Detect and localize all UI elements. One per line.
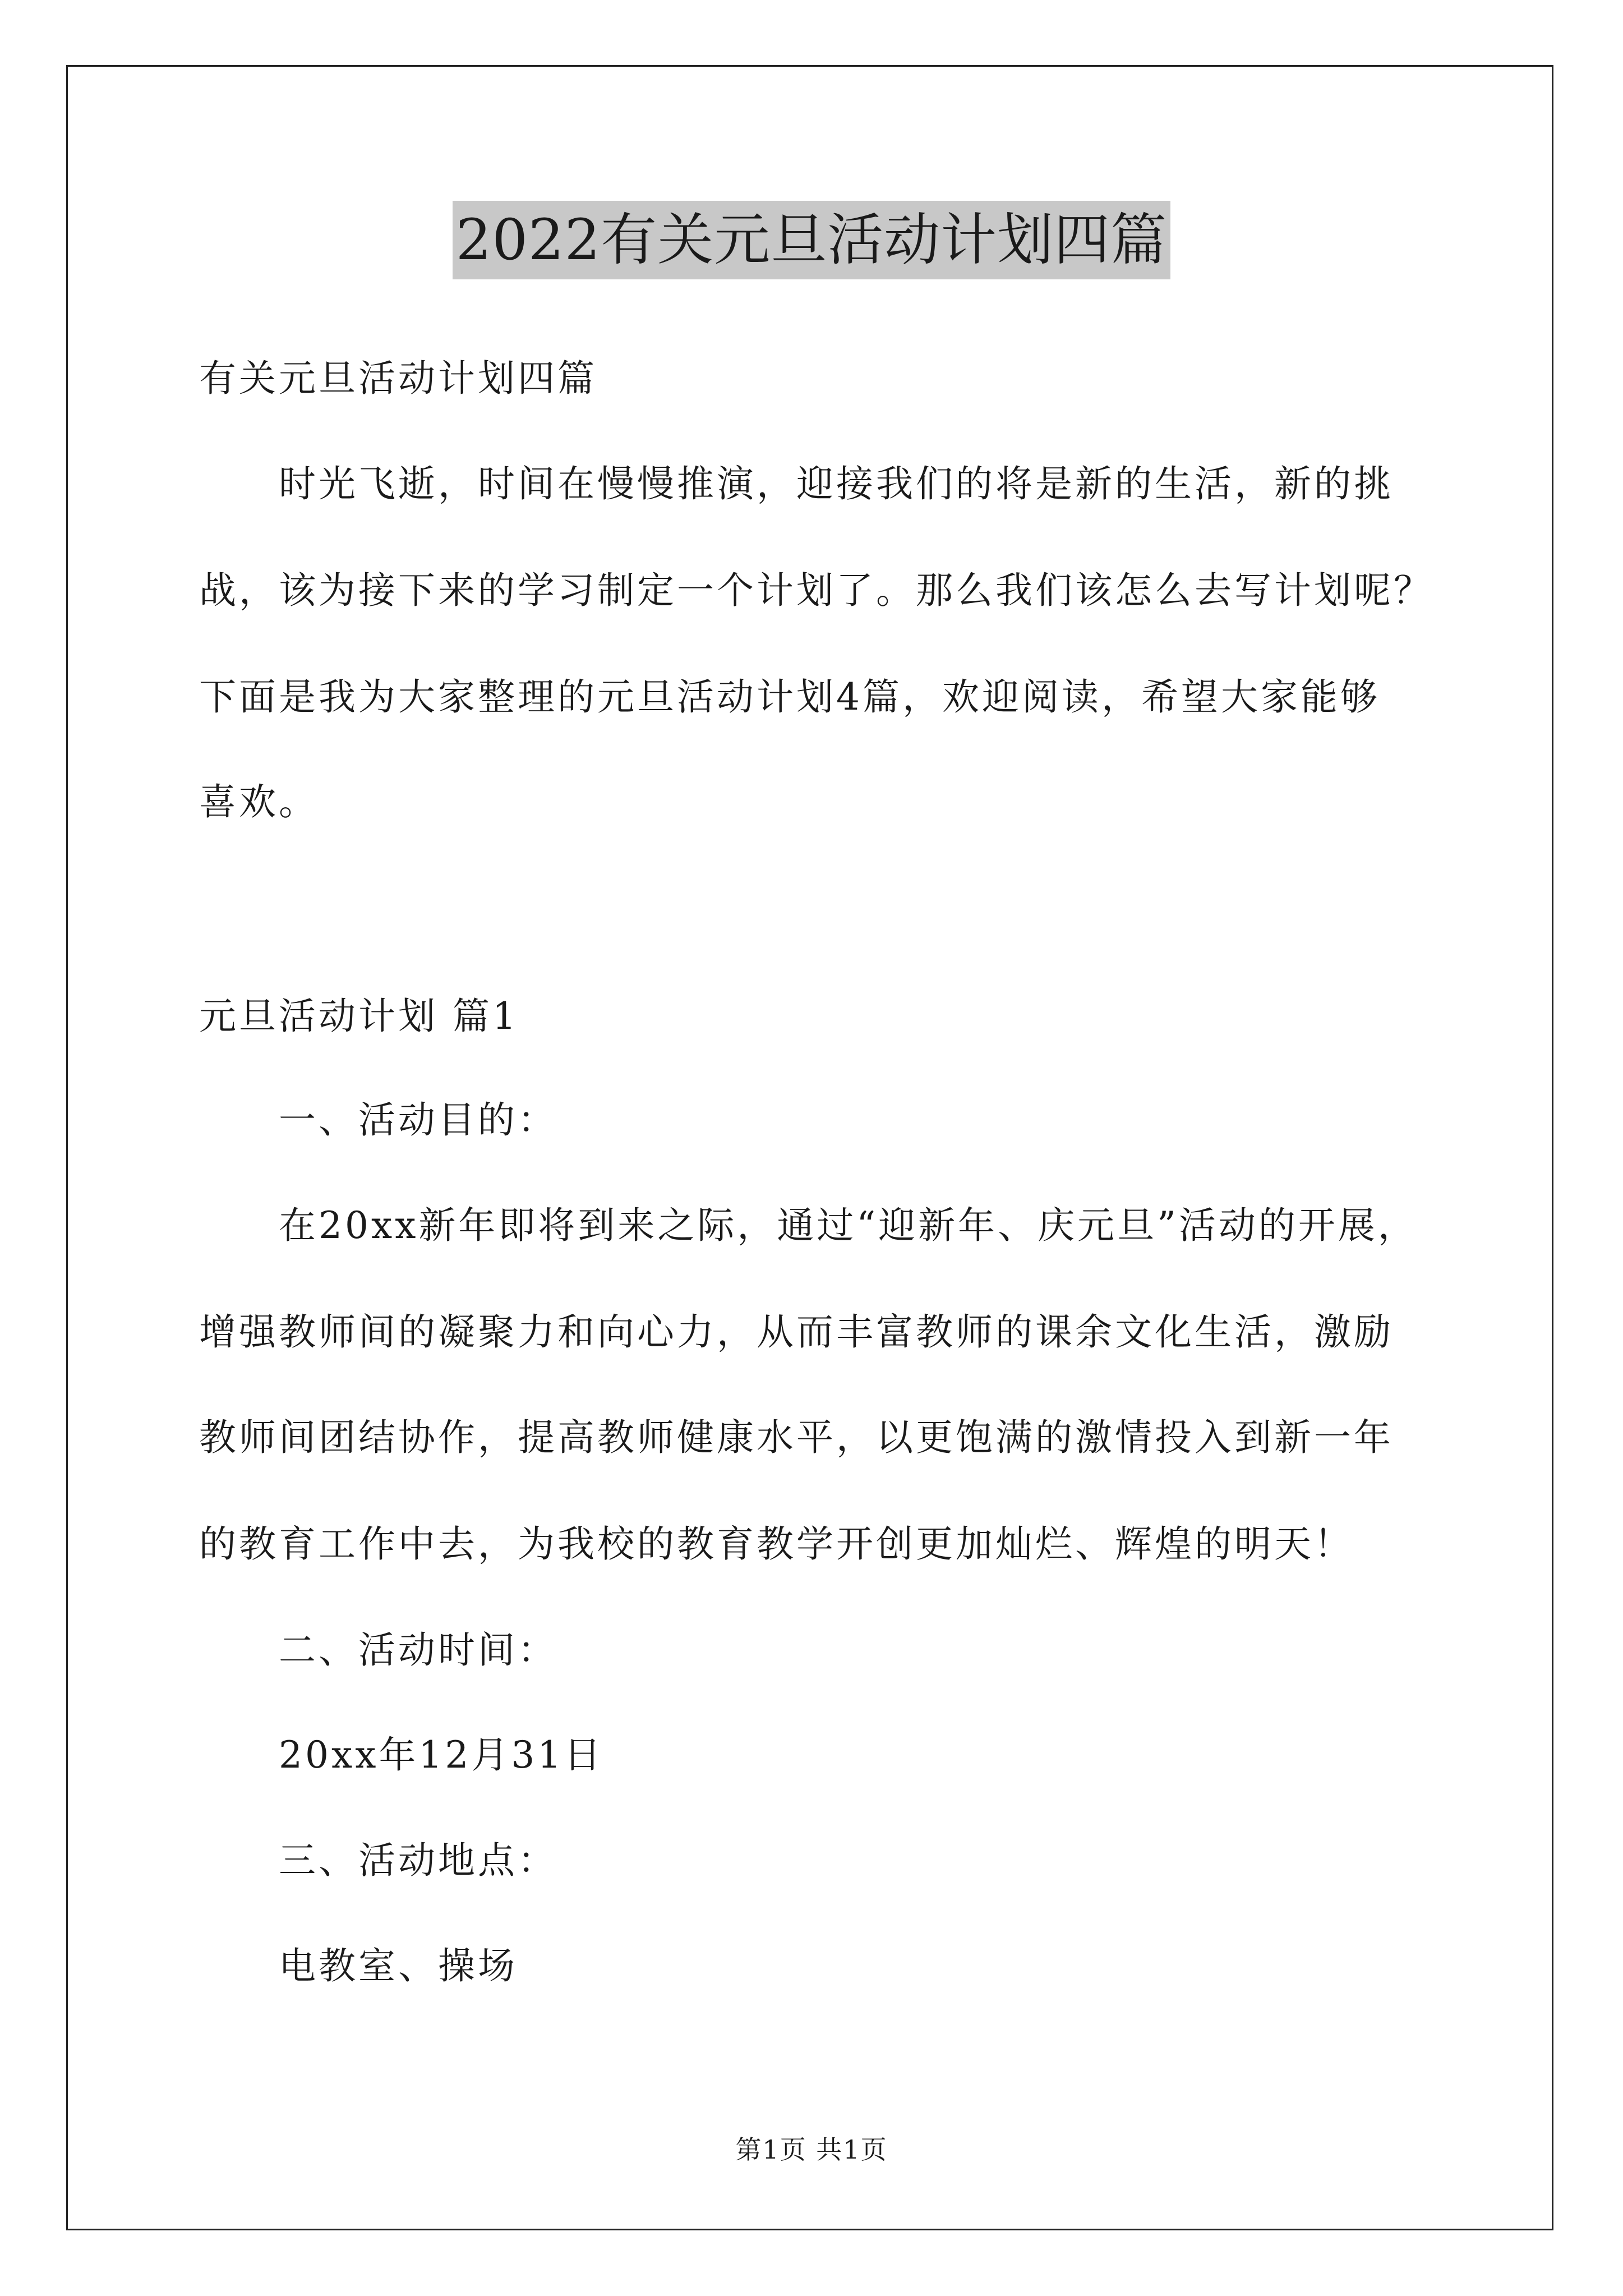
intro-line: 下面是我为大家整理的元旦活动计划4篇，欢迎阅读，希望大家能够: [199, 675, 1380, 719]
purpose-line: 教师间团结协作，提高教师健康水平，以更饱满的激情投入到新一年: [199, 1416, 1394, 1459]
purpose-line: 增强教师间的凝聚力和向心力，从而丰富教师的课余文化生活，激励: [199, 1310, 1394, 1354]
time-value: 20xx年12月31日: [279, 1733, 604, 1777]
place-heading: 三、活动地点：: [279, 1839, 557, 1882]
intro-line: 战，该为接下来的学习制定一个计划了。那么我们该怎么去写计划呢？: [199, 569, 1433, 612]
title-container: [0, 201, 1623, 279]
place-value: 电教室、操场: [279, 1944, 518, 1987]
document-subtitle: 有关元旦活动计划四篇: [199, 357, 597, 400]
purpose-heading: 一、活动目的：: [279, 1098, 557, 1142]
page-footer: 第1页 共1页: [735, 2134, 888, 2165]
section-title: 元旦活动计划 篇1: [199, 995, 519, 1038]
intro-line: 喜欢。: [199, 780, 319, 823]
purpose-line: 的教育工作中去，为我校的教育教学开创更加灿烂、辉煌的明天！: [199, 1522, 1354, 1566]
intro-line: 时光飞逝，时间在慢慢推演，迎接我们的将是新的生活，新的挑: [279, 462, 1394, 505]
time-heading: 二、活动时间：: [279, 1628, 557, 1672]
document-title: 2022有关元旦活动计划四篇: [453, 201, 1171, 279]
purpose-line: 在20xx新年即将到来之际，通过“迎新年、庆元旦”活动的开展，: [279, 1204, 1418, 1247]
